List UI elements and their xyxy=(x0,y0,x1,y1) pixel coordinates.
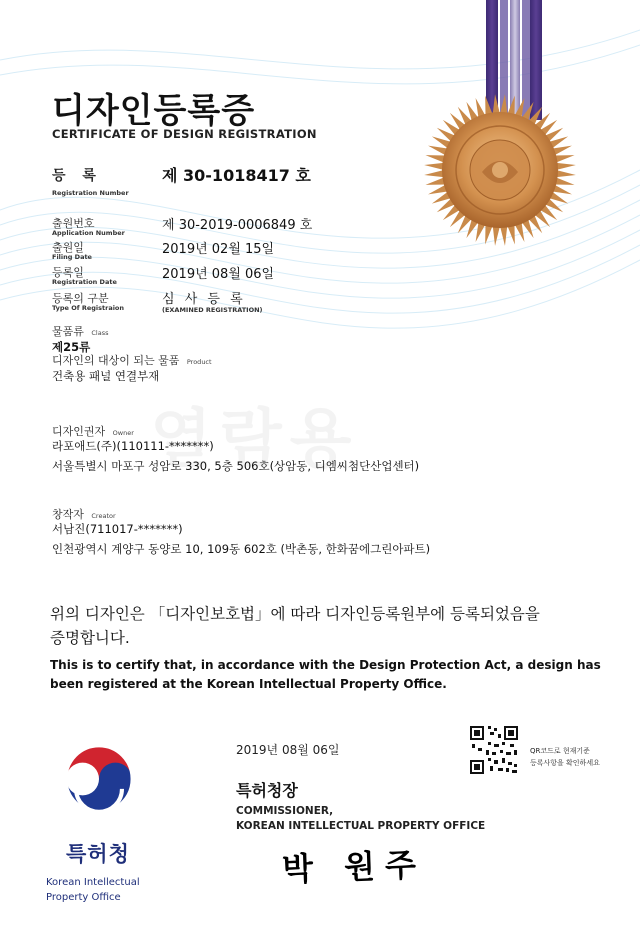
office-logo-name-english-line-2: Property Office xyxy=(46,892,121,903)
creator-address: 인천광역시 계양구 동양로 10, 109동 602호 (박촌동, 한화꿈에그린아파트) xyxy=(52,542,431,556)
government-emblem-icon xyxy=(58,738,140,820)
product-label-english: Product xyxy=(186,358,212,366)
commissioner-title: 특허청장 xyxy=(236,781,298,800)
qr-code-icon xyxy=(468,724,520,776)
class-label-english: Class xyxy=(91,329,109,337)
class-value: 제25류 xyxy=(52,340,91,354)
creator-label-english: Creator xyxy=(91,512,116,520)
registration-date-label-english: Registration Date xyxy=(52,278,117,286)
registration-label-english: Registration Number xyxy=(52,189,129,197)
gold-seal-icon xyxy=(420,90,580,250)
certification-statement-english-line-2: been registered at the Korean Intellectual Property Office. xyxy=(50,677,447,691)
office-logo-name-english-line-1: Korean Intellectual xyxy=(46,877,140,888)
qr-note-line-1: QR코드로 현재기준 xyxy=(530,747,590,755)
application-number-label: 출원번호 xyxy=(52,217,95,230)
owner-address: 서울특별시 마포구 성암로 330, 5층 506호(상암동, 디엠씨첨단산업센터) xyxy=(52,459,420,473)
commissioner-title-english-line-2: KOREAN INTELLECTUAL PROPERTY OFFICE xyxy=(236,820,486,832)
issue-date: 2019년 08월 06일 xyxy=(236,743,340,757)
product-label xyxy=(52,352,212,368)
registration-type-english: (EXAMINED REGISTRATION) xyxy=(162,306,263,314)
application-number-label-english: Application Number xyxy=(52,229,125,237)
owner-name: 라포애드(주)(110111-*******) xyxy=(52,439,214,453)
registration-date-label: 등록일 xyxy=(52,266,84,279)
commissioner-title-english-line-1: COMMISSIONER, xyxy=(236,805,334,817)
document-title: 디자인등록증 xyxy=(52,91,256,131)
creator-label xyxy=(52,506,116,522)
registration-type: 심 사 등 록 xyxy=(162,292,246,307)
filing-date-label-english: Filing Date xyxy=(52,253,92,261)
certification-statement-korean-line-1: 위의 디자인은 「디자인보호법」에 따라 디자인등록원부에 등록되었음을 xyxy=(50,605,540,623)
office-logo-name-korean: 특허청 xyxy=(66,842,130,866)
owner-label xyxy=(52,423,134,439)
certification-statement-english-line-1: This is to certify that, in accordance with the Design Protection Act, a design has xyxy=(50,658,601,672)
application-number: 제 30-2019-0006849 호 xyxy=(162,218,313,233)
product-value: 건축용 패널 연결부재 xyxy=(52,369,160,383)
creator-name: 서남진(711017-*******) xyxy=(52,522,183,536)
creator-label-korean: 창작자 xyxy=(52,508,84,521)
registration-type-label: 등록의 구분 xyxy=(52,292,109,305)
registration-number: 제 30-1018417 호 xyxy=(162,166,311,185)
class-label xyxy=(52,323,109,339)
registration-label: 등 록 xyxy=(52,168,102,184)
filing-date-label: 출원일 xyxy=(52,241,84,254)
commissioner-signature: 박 원주 xyxy=(281,845,427,889)
qr-note-line-2: 등록사항을 확인하세요 xyxy=(530,759,600,767)
certification-statement-korean-line-2: 증명합니다. xyxy=(50,629,130,647)
class-label-korean: 물품류 xyxy=(52,325,84,338)
document-title-english: CERTIFICATE OF DESIGN REGISTRATION xyxy=(52,127,317,141)
owner-label-english: Owner xyxy=(112,429,134,437)
registration-date: 2019년 08월 06일 xyxy=(162,267,275,282)
filing-date: 2019년 02월 15일 xyxy=(162,242,275,257)
registration-type-label-english: Type Of Registraion xyxy=(52,304,125,312)
owner-label-korean: 디자인권자 xyxy=(52,425,106,438)
product-label-korean: 디자인의 대상이 되는 물품 xyxy=(52,354,180,367)
